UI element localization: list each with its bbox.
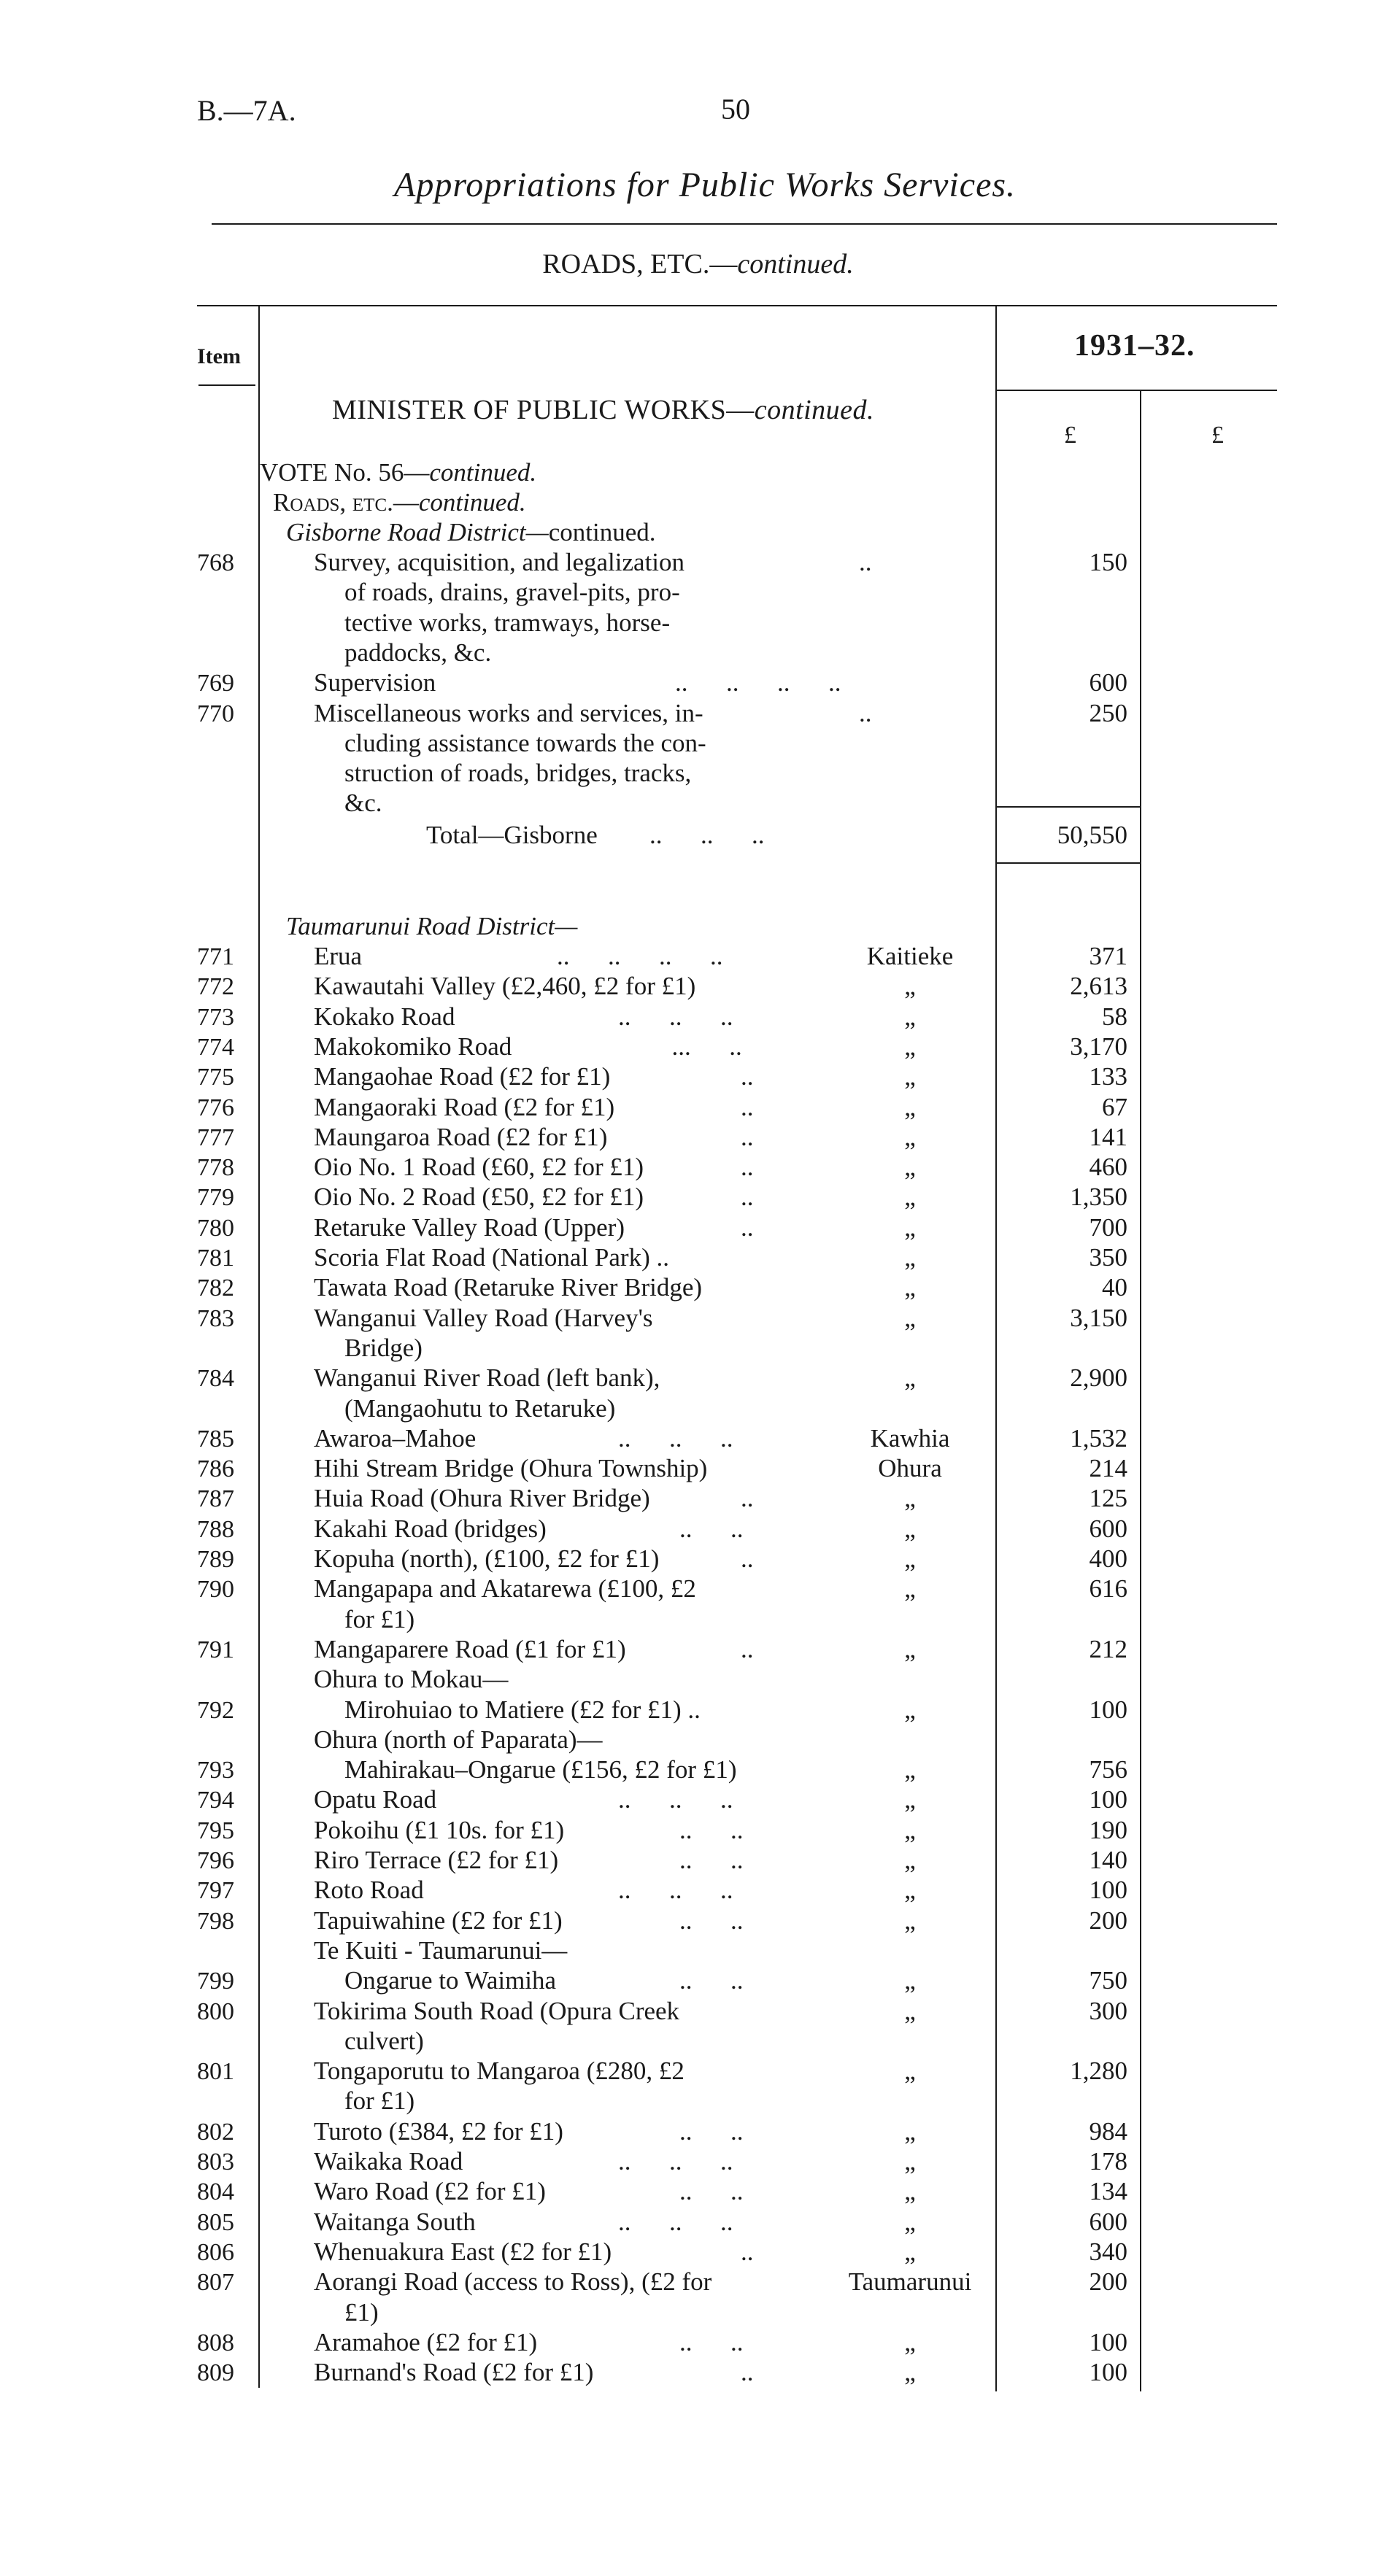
minister-heading	[332, 394, 874, 426]
item-number: 797	[197, 1877, 234, 1905]
location-label: „	[904, 1062, 916, 1091]
amount-value: 125	[1089, 1484, 1127, 1513]
entry-description-line: Bridge)	[344, 1333, 423, 1362]
leader-dots: ..	[741, 1153, 754, 1182]
item-header-underline	[198, 384, 255, 386]
entry-description-line: Mirohuiao to Matiere (£2 for £1) ..	[344, 1695, 701, 1724]
item-number: 789	[197, 1546, 234, 1573]
amount-value: 134	[1089, 2177, 1127, 2206]
location-label: „	[904, 1212, 916, 1242]
leader-dots: ... ..	[671, 1032, 742, 1061]
amount-value: 984	[1089, 2116, 1127, 2146]
entry-description-line: Scoria Flat Road (National Park) ..	[314, 1243, 669, 1272]
amount-value: 150	[1089, 548, 1127, 576]
amount-value: 2,613	[1070, 972, 1127, 1001]
item-number: 782	[197, 1275, 234, 1302]
location-label: „	[904, 1876, 916, 1905]
item-number: 806	[197, 2238, 234, 2266]
location-label: „	[904, 1846, 916, 1874]
item-column-header: Item	[197, 344, 241, 368]
amount-value: 140	[1089, 1846, 1127, 1874]
amount-column-inner-divider	[1140, 390, 1141, 2391]
leader-dots: .. .. ..	[618, 1876, 733, 1905]
entry-description-line: for £1)	[344, 1604, 415, 1633]
item-number: 800	[197, 1997, 234, 2025]
vote-heading-main: VOTE No. 56—	[260, 458, 430, 487]
entry-description-line: Pokoihu (£1 10s. for £1)	[314, 1815, 565, 1844]
document-reference: B.—7A.	[197, 94, 296, 127]
amount-value: 700	[1089, 1212, 1127, 1242]
entry-description-line: Turoto (£384, £2 for £1)	[314, 2116, 563, 2146]
entry-description-line: Survey, acquisition, and legalization	[314, 548, 685, 576]
entry-description-line: Aramahoe (£2 for £1)	[314, 2327, 538, 2356]
location-label: „	[904, 2177, 916, 2206]
entry-description-line: Burnand's Road (£2 for £1)	[314, 2358, 594, 2387]
vote-heading-continued: continued.	[429, 458, 537, 487]
entry-description-line: Waitanga South	[314, 2207, 476, 2236]
entry-description-line: Waro Road (£2 for £1)	[314, 2177, 546, 2206]
leader-dots: .. ..	[679, 1846, 744, 1874]
entry-description-line: Aorangi Road (access to Ross), (£2 for	[314, 2267, 712, 2297]
amount-value: 100	[1089, 1785, 1127, 1814]
item-number: 795	[197, 1817, 234, 1844]
item-number: 785	[197, 1425, 234, 1453]
location-label: „	[904, 1966, 916, 1995]
amount-column-left-divider	[995, 305, 997, 2391]
leader-dots: ..	[741, 1122, 754, 1151]
section-heading-continued: continued.	[737, 249, 854, 279]
minister-heading-main: MINISTER OF PUBLIC WORKS—	[332, 395, 755, 425]
location-label: „	[904, 1544, 916, 1573]
entry-description-line: Oio No. 2 Road (£50, £2 for £1)	[314, 1183, 644, 1212]
leader-dots: ..	[741, 1544, 754, 1573]
item-number: 807	[197, 2269, 234, 2297]
entry-description-line: Kopuha (north), (£100, £2 for £1)	[314, 1544, 660, 1573]
district-name-taumarunui: Taumarunui Road District—	[286, 912, 578, 940]
entry-description-line: Ongarue to Waimiha	[344, 1966, 557, 1995]
entry-description-line: Whenuakura East (£2 for £1)	[314, 2237, 612, 2266]
location-label: Ohura	[878, 1454, 942, 1483]
entry-description-line: Tongaporutu to Mangaroa (£280, £2	[314, 2057, 684, 2086]
leader-dots: ..	[741, 1212, 754, 1242]
item-number: 788	[197, 1515, 234, 1543]
item-number: 792	[197, 1696, 234, 1724]
amount-value: 600	[1089, 1514, 1127, 1543]
amount-value: 100	[1089, 2327, 1127, 2356]
amount-value: 460	[1089, 1153, 1127, 1182]
entry-description-line: of roads, drains, gravel-pits, pro-	[344, 578, 680, 607]
item-number: 799	[197, 1968, 234, 1995]
year-column-header: 1931–32.	[1074, 329, 1195, 363]
leader-dots: ..	[741, 1634, 754, 1663]
roads-subheading-continued: continued.	[418, 488, 526, 517]
leader-dots: .. ..	[679, 2116, 744, 2146]
item-number: 796	[197, 1847, 234, 1874]
entry-description-line: Kakahi Road (bridges)	[314, 1514, 547, 1543]
amount-value: 3,150	[1070, 1303, 1127, 1332]
item-number: 793	[197, 1757, 234, 1784]
location-label: „	[904, 2057, 916, 2086]
location-label: Kawhia	[870, 1423, 950, 1453]
amount-value: 1,532	[1070, 1423, 1127, 1453]
section-heading	[0, 248, 1396, 280]
location-label: „	[904, 1815, 916, 1844]
leader-dots: ..	[741, 1092, 754, 1121]
item-number: 808	[197, 2329, 234, 2356]
entry-description-line: Mangaoraki Road (£2 for £1)	[314, 1092, 615, 1121]
leader-dots: .. ..	[679, 1815, 744, 1844]
amount-value: 756	[1089, 1755, 1127, 1784]
entry-description-line: cluding assistance towards the con-	[344, 728, 706, 757]
entry-description-line: (Mangaohutu to Retaruke)	[344, 1393, 616, 1423]
item-number: 802	[197, 2118, 234, 2146]
amount-value: 1,280	[1070, 2057, 1127, 2086]
entry-description-line: Mahirakau–Ongarue (£156, £2 for £1)	[344, 1755, 737, 1784]
leader-dots: .. ..	[679, 1966, 744, 1995]
amount-value: 40	[1102, 1273, 1127, 1302]
item-number: 772	[197, 973, 234, 1001]
item-number: 778	[197, 1154, 234, 1182]
item-number: 776	[197, 1094, 234, 1121]
amount-value: 67	[1102, 1092, 1127, 1121]
entry-description-line: tective works, tramways, horse-	[344, 608, 671, 637]
total-label: Total—Gisborne	[426, 821, 598, 849]
amount-value: 400	[1089, 1544, 1127, 1573]
entry-description-line: Mangapapa and Akatarewa (£100, £2	[314, 1574, 696, 1604]
location-label: „	[904, 2327, 916, 2356]
currency-symbol: £	[1211, 422, 1224, 449]
location-label: „	[904, 1032, 916, 1061]
amount-value: 350	[1089, 1243, 1127, 1272]
item-number: 783	[197, 1304, 234, 1332]
entry-description-line: Supervision	[314, 668, 436, 697]
entry-description-line: Awaroa–Mahoe	[314, 1423, 477, 1453]
location-label: „	[904, 1574, 916, 1604]
title-rule	[212, 223, 1277, 225]
entry-description-line: Huia Road (Ohura River Bridge)	[314, 1484, 650, 1513]
location-label: „	[904, 2358, 916, 2387]
entry-group-heading: Ohura (north of Paparata)—	[314, 1725, 603, 1754]
location-label: „	[904, 2116, 916, 2146]
location-label: „	[904, 2207, 916, 2236]
leader-dots: ..	[741, 2358, 754, 2387]
item-number: 781	[197, 1245, 234, 1272]
item-number: 805	[197, 2208, 234, 2236]
district-heading-continued: continued.	[548, 518, 656, 546]
year-header-rule	[995, 390, 1277, 391]
item-number: 771	[197, 943, 234, 970]
amount-value: 200	[1089, 1906, 1127, 1935]
item-number: 769	[197, 670, 234, 697]
entry-description-line: Mangaohae Road (£2 for £1)	[314, 1062, 611, 1091]
entry-description-line: Oio No. 1 Road (£60, £2 for £1)	[314, 1153, 644, 1182]
item-number: 780	[197, 1214, 234, 1242]
entry-description-line: Riro Terrace (£2 for £1)	[314, 1846, 559, 1874]
amount-value: 200	[1089, 2267, 1127, 2297]
item-number: 790	[197, 1576, 234, 1604]
item-number: 779	[197, 1184, 234, 1212]
amount-value: 250	[1089, 698, 1127, 727]
entry-description-line: &c.	[344, 789, 382, 818]
entry-description-line: Tawata Road (Retaruke River Bridge)	[314, 1273, 703, 1302]
entry-description-line: Wanganui River Road (left bank),	[314, 1364, 660, 1393]
amount-value: 100	[1089, 1876, 1127, 1905]
entry-description-line: £1)	[344, 2297, 379, 2326]
location-label: Taumarunui	[848, 2267, 972, 2297]
entry-description-line: Wanganui Valley Road (Harvey's	[314, 1303, 653, 1332]
location-label: „	[904, 1364, 916, 1393]
leader-dots: ..	[741, 2237, 754, 2266]
entry-description-line: Maungaroa Road (£2 for £1)	[314, 1122, 608, 1151]
vote-heading	[260, 458, 536, 487]
location-label: „	[904, 1273, 916, 1302]
entry-description-line: Waikaka Road	[314, 2147, 463, 2175]
roads-subheading-main: Roads, etc.—	[273, 488, 419, 517]
location-label: „	[904, 1243, 916, 1272]
amount-value: 300	[1089, 1996, 1127, 2025]
location-label: „	[904, 1785, 916, 1814]
entry-description-line: Kokako Road	[314, 1002, 455, 1031]
leader-dots: .. ..	[679, 2177, 744, 2206]
item-number: 803	[197, 2148, 234, 2175]
location-label: „	[904, 1514, 916, 1543]
entry-description-line: Miscellaneous works and services, in-	[314, 698, 703, 727]
item-number: 777	[197, 1123, 234, 1151]
entry-description-line: paddocks, &c.	[344, 638, 492, 667]
page-title: Appropriations for Public Works Services.	[394, 166, 1017, 204]
leader-dots: .. .. ..	[618, 2147, 733, 2175]
entry-description-line: Hihi Stream Bridge (Ohura Township)	[314, 1454, 708, 1483]
item-number: 770	[197, 700, 234, 727]
page-number: 50	[721, 93, 750, 125]
location-label: „	[904, 1906, 916, 1935]
amount-value: 616	[1089, 1574, 1127, 1604]
item-number: 774	[197, 1033, 234, 1061]
location-label: „	[904, 1755, 916, 1784]
total-dots: .. .. ..	[649, 821, 765, 849]
amount-value: 214	[1089, 1454, 1127, 1483]
leader-dots: .. ..	[679, 1906, 744, 1935]
entry-description-line: culvert)	[344, 2026, 424, 2055]
leader-dots: ..	[859, 548, 872, 576]
entry-group-heading: Te Kuiti - Taumarunui—	[314, 1935, 568, 1965]
amount-value: 340	[1089, 2237, 1127, 2266]
section-heading-main: ROADS, ETC.—	[542, 249, 738, 279]
item-number: 787	[197, 1485, 234, 1513]
leader-dots: ..	[859, 698, 872, 727]
district-heading-gisborne	[286, 518, 656, 547]
location-label: „	[904, 1092, 916, 1121]
amount-value: 58	[1102, 1002, 1127, 1031]
entry-description-line: Tokirima South Road (Opura Creek	[314, 1996, 680, 2025]
item-number: 809	[197, 2359, 234, 2387]
entry-group-heading: Ohura to Mokau—	[314, 1665, 509, 1694]
location-label: Kaitieke	[866, 942, 954, 970]
item-number: 798	[197, 1907, 234, 1935]
currency-symbol: £	[1064, 422, 1076, 449]
leader-dots: .. .. .. ..	[557, 942, 723, 970]
total-top-rule	[995, 806, 1141, 808]
entry-description-line: Kawautahi Valley (£2,460, £2 for £1)	[314, 972, 696, 1001]
amount-value: 141	[1089, 1122, 1127, 1151]
item-number: 804	[197, 2178, 234, 2206]
location-label: „	[904, 1695, 916, 1724]
entry-description-line: for £1)	[344, 2086, 415, 2116]
amount-value: 750	[1089, 1966, 1127, 1995]
amount-value: 190	[1089, 1815, 1127, 1844]
leader-dots: .. ..	[679, 1514, 744, 1543]
leader-dots: .. .. ..	[618, 1423, 733, 1453]
amount-value: 133	[1089, 1062, 1127, 1091]
item-number: 786	[197, 1455, 234, 1483]
amount-value: 212	[1089, 1634, 1127, 1663]
item-number: 768	[197, 549, 234, 576]
amount-value: 371	[1089, 942, 1127, 970]
roads-subheading	[273, 488, 526, 517]
leader-dots: .. .. ..	[618, 1785, 733, 1814]
leader-dots: ..	[741, 1183, 754, 1212]
leader-dots: ..	[741, 1484, 754, 1513]
item-column-divider	[258, 305, 260, 2388]
amount-value: 100	[1089, 2358, 1127, 2387]
item-number: 801	[197, 2058, 234, 2086]
location-label: „	[904, 1002, 916, 1031]
amount-value: 100	[1089, 1695, 1127, 1724]
location-label: „	[904, 1122, 916, 1151]
district-name-gisborne: Gisborne Road District—	[286, 518, 549, 546]
total-amount: 50,550	[1057, 821, 1127, 849]
amount-value: 178	[1089, 2147, 1127, 2175]
item-number: 775	[197, 1064, 234, 1091]
amount-value: 2,900	[1070, 1364, 1127, 1393]
location-label: „	[904, 1996, 916, 2025]
minister-heading-continued: continued.	[754, 395, 875, 425]
entry-description-line: Roto Road	[314, 1876, 424, 1905]
location-label: „	[904, 972, 916, 1001]
entry-description-line: Tapuiwahine (£2 for £1)	[314, 1906, 563, 1935]
item-number: 784	[197, 1365, 234, 1393]
entry-description-line: Erua	[314, 942, 363, 970]
location-label: „	[904, 1303, 916, 1332]
leader-dots: .. .. ..	[618, 1002, 733, 1031]
location-label: „	[904, 2237, 916, 2266]
district-heading-taumarunui	[286, 912, 577, 941]
location-label: „	[904, 1153, 916, 1182]
amount-value: 600	[1089, 2207, 1127, 2236]
leader-dots: .. .. ..	[618, 2207, 733, 2236]
location-label: „	[904, 2147, 916, 2175]
location-label: „	[904, 1183, 916, 1212]
item-number: 773	[197, 1003, 234, 1031]
table-top-rule	[197, 305, 1277, 306]
item-number: 794	[197, 1787, 234, 1814]
entry-description-line: Makokomiko Road	[314, 1032, 512, 1061]
entry-description-line: Opatu Road	[314, 1785, 437, 1814]
amount-value: 1,350	[1070, 1183, 1127, 1212]
entry-description-line: struction of roads, bridges, tracks,	[344, 759, 692, 788]
entry-description-line: Retaruke Valley Road (Upper)	[314, 1212, 625, 1242]
amount-value: 600	[1089, 668, 1127, 697]
location-label: „	[904, 1484, 916, 1513]
amount-value: 3,170	[1070, 1032, 1127, 1061]
location-label: „	[904, 1634, 916, 1663]
leader-dots: .. ..	[679, 2327, 744, 2356]
total-bottom-rule	[995, 862, 1141, 864]
leader-dots: .. .. .. ..	[675, 668, 841, 697]
item-number: 791	[197, 1636, 234, 1663]
entry-description-line: Mangaparere Road (£1 for £1)	[314, 1634, 626, 1663]
leader-dots: ..	[741, 1062, 754, 1091]
